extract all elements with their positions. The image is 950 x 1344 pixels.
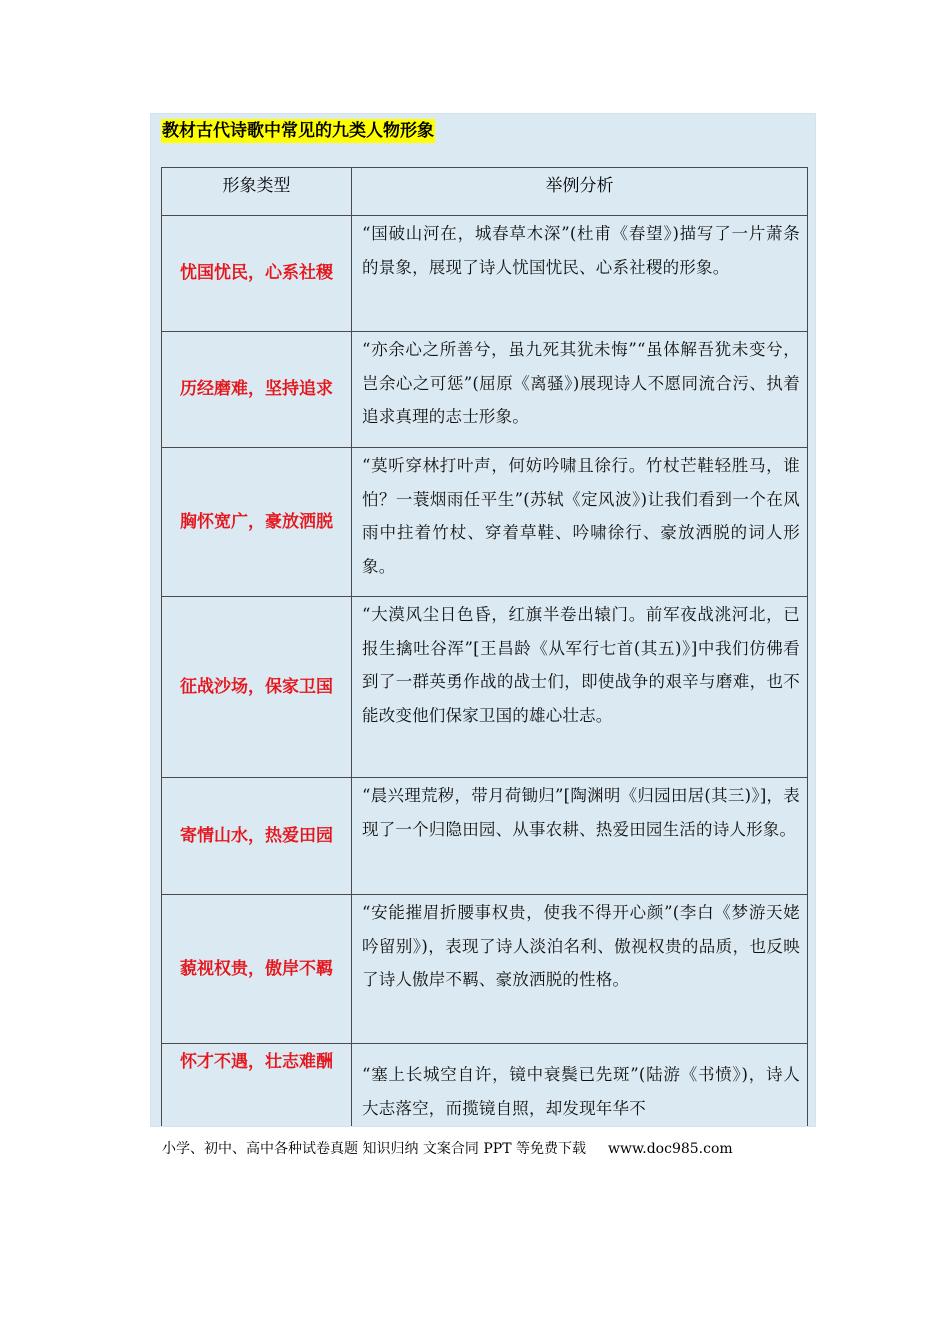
header-type: 形象类型 — [162, 168, 352, 216]
footer-text: 小学、初中、高中各种试卷真题 知识归纳 文案合同 PPT 等免费下载 — [162, 1141, 586, 1157]
page-footer — [162, 1138, 733, 1158]
example-analysis: “晨兴理荒秽，带月荷锄归”[陶渊明《归园田居(其三)》]，表现了一个归隐田园、从事农耕、热爱田园生活的诗人形象。 — [352, 778, 808, 895]
image-type: 征战沙场，保家卫国 — [162, 597, 352, 778]
image-type: 忧国忧民，心系社稷 — [162, 216, 352, 332]
table-row — [162, 895, 808, 1044]
table-row — [162, 448, 808, 597]
header-example: 举例分析 — [352, 168, 808, 216]
example-analysis: “塞上长城空自许，镜中衰鬓已先斑”(陆游《书愤》)，诗人大志落空，而揽镜自照，却发现年华不 — [352, 1044, 808, 1128]
image-type: 历经磨难，坚持追求 — [162, 332, 352, 448]
image-type: 胸怀宽广，豪放洒脱 — [162, 448, 352, 597]
table-row — [162, 597, 808, 778]
document-title: 教材古代诗歌中常见的九类人物形象 — [162, 121, 434, 141]
character-image-table — [161, 167, 808, 1127]
table-row — [162, 332, 808, 448]
image-type: 怀才不遇，壮志难酬 — [162, 1044, 352, 1128]
image-type: 寄情山水，热爱田园 — [162, 778, 352, 895]
example-analysis: “亦余心之所善兮，虽九死其犹未悔”“虽体解吾犹未变兮，岂余心之可惩”(屈原《离骚》)展现诗人不愿同流合污、执着追求真理的志士形象。 — [352, 332, 808, 448]
example-analysis: “莫听穿林打叶声，何妨吟啸且徐行。竹杖芒鞋轻胜马，谁怕？一蓑烟雨任平生”(苏轼《定风波》)让我们看到一个在风雨中拄着竹杖、穿着草鞋、吟啸徐行、豪放洒脱的词人形象。 — [352, 448, 808, 597]
table-header-row — [162, 168, 808, 216]
example-analysis: “大漠风尘日色昏，红旗半卷出辕门。前军夜战洮河北，已报生擒吐谷浑”[王昌龄《从军行七首(其五)》]中我们仿佛看到了一群英勇作战的战士们，即使战争的艰辛与磨难，也不能改变他们保家卫国的雄心壮志。 — [352, 597, 808, 778]
content-panel — [150, 113, 816, 1127]
table-row — [162, 216, 808, 332]
example-analysis: “国破山河在，城春草木深”(杜甫《春望》)描写了一片萧条的景象，展现了诗人忧国忧民、心系社稷的形象。 — [352, 216, 808, 332]
table-row — [162, 778, 808, 895]
example-analysis: “安能摧眉折腰事权贵，使我不得开心颜”(李白《梦游天姥吟留别》)，表现了诗人淡泊名利、傲视权贵的品质，也反映了诗人傲岸不羁、豪放洒脱的性格。 — [352, 895, 808, 1044]
footer-site: www.doc985.com — [607, 1141, 733, 1157]
table-row — [162, 1044, 808, 1128]
image-type: 藐视权贵，傲岸不羁 — [162, 895, 352, 1044]
